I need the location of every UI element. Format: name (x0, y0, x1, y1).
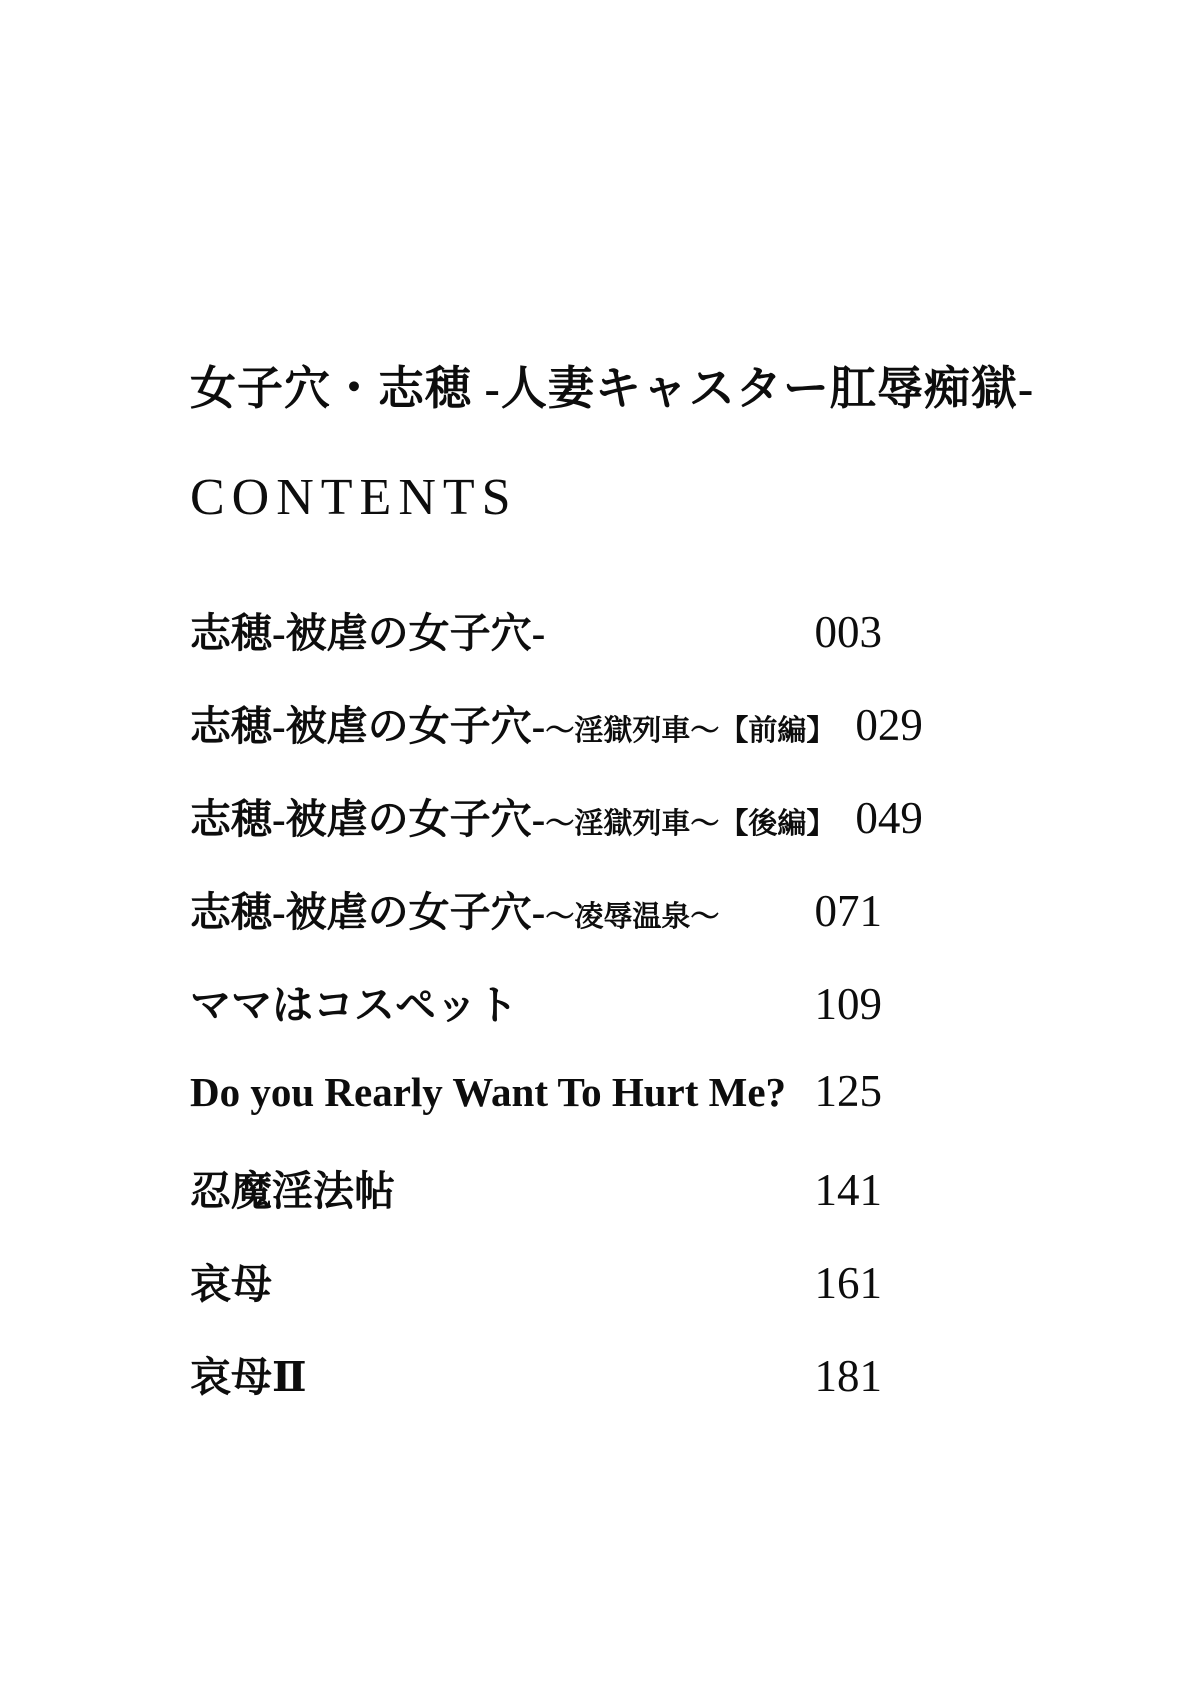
toc-page-number: 109 (814, 979, 882, 1029)
toc-entry-title (190, 1251, 272, 1310)
toc-entry-main-title: 志穂-被虐の女子穴- (190, 796, 546, 842)
toc-page-number: 029 (855, 700, 923, 750)
toc-page-number: 141 (814, 1165, 882, 1215)
toc-page-number: 003 (814, 607, 882, 657)
table-of-contents (190, 600, 923, 1437)
toc-entry-main-title: ママはコスペット (190, 982, 518, 1028)
toc-row (190, 693, 923, 786)
toc-entry-title (190, 786, 835, 845)
toc-entry-main-title: 忍魔淫法帖 (190, 1168, 395, 1214)
toc-page-number: 071 (814, 886, 882, 936)
toc-page (190, 0, 1035, 1686)
toc-row (190, 879, 882, 972)
toc-row (190, 1344, 882, 1437)
book-title: 女子穴・志穂 -人妻キャスター肛辱痴獄- (190, 363, 1035, 414)
toc-entry-title (190, 879, 719, 938)
toc-page-number: 161 (814, 1258, 882, 1308)
toc-entry-title (190, 1068, 786, 1116)
toc-entry-title (190, 1158, 395, 1217)
toc-entry-subtitle: ～凌辱温泉～ (545, 901, 720, 933)
toc-entry-main-title: 志穂-被虐の女子穴- (190, 889, 546, 935)
toc-entry-main-title: 志穂-被虐の女子穴- (190, 610, 546, 656)
toc-page-number: 049 (855, 793, 923, 843)
toc-row (190, 972, 882, 1065)
contents-heading: CONTENTS (190, 469, 518, 526)
toc-entry-title (190, 1344, 307, 1403)
toc-row (190, 1158, 882, 1251)
toc-entry-main-title: 哀母Ⅱ (190, 1354, 307, 1400)
toc-entry-main-title: 志穂-被虐の女子穴- (190, 703, 546, 749)
toc-entry-subtitle: ～淫獄列車～【前編】 (545, 715, 836, 747)
toc-row (190, 1251, 882, 1344)
toc-entry-main-title: Do you Rearly Want To Hurt Me? (190, 1069, 787, 1115)
toc-row (190, 786, 923, 879)
toc-row (190, 1065, 882, 1158)
toc-entry-title (190, 600, 545, 659)
toc-page-number: 181 (814, 1351, 882, 1401)
toc-entry-main-title: 哀母 (190, 1261, 272, 1307)
toc-page-number: 125 (814, 1066, 882, 1116)
toc-entry-subtitle: ～淫獄列車～【後編】 (545, 808, 836, 840)
toc-entry-title (190, 972, 518, 1031)
toc-row (190, 600, 882, 693)
toc-entry-title (190, 693, 835, 752)
